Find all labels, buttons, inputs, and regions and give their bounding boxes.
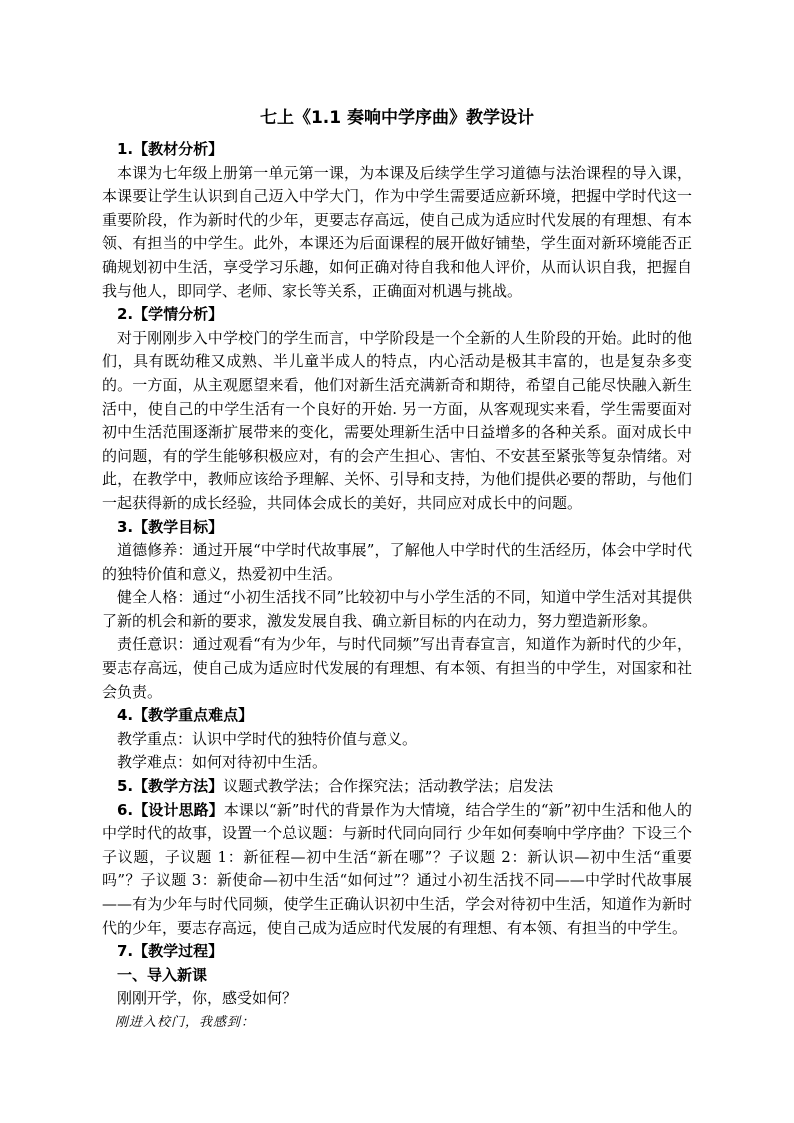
paragraph-intro-response: 刚进入校门，我感到： [115, 1014, 256, 1030]
section-heading-key-points: 4.【教学重点难点】 [117, 706, 254, 725]
paragraph-student-analysis: 对于刚刚步入中学校门的学生而言，中学阶段是一个全新的人生阶段的开始。此时的他们，具有既幼稚又成熟、半儿童半成人的特点，内心活动是极其丰富的，也是复杂多变的。一方面，从主观愿望来看，他们对新生活充满新奇和期待，希望自己能尽快融入新生活中，使自己的中学生活有一个良好的开始. 另一方面，从客观现实来看，学生需要面对初中生活范围逐渐扩展带来的变化，需要处理新生活中日益增多的各种关系。面对成长中的问题，有的学生能够积极应对，有的会产生担心、害怕、不安甚至紧张等复杂情绪。对此，在教学中，教师应该给予理解、关怀、引导和支持，为他们提供必要的帮助，与他们一起获得新的成长经验，共同体会成长的美好，共同应对成长中的问题。 [102, 328, 692, 512]
section-heading-teaching-methods: 5.【教学方法】议题式教学法；合作探究法；活动教学法；启发法 [117, 777, 554, 796]
section-heading-design-idea: 6.【设计思路】本课以“新”时代的背景作为大情境，结合学生的“新”初中生活和他人的中学时代的故事，设置一个总议题：与新时代同向同行 少年如何奏响中学序曲？下设三个子议题，子议题 1：新征程—初中生活“新在哪”？子议题 2：新认识—初中生活“重要吗”？子议题 3：新使命—初中生活“如何过”？通过小初生活找不同——中学时代故事展——有为少年与时代同频，使学生正确认识初中生活，学会对待初中生活，知道作为新时代的少年，要志存高远，使自己成为适应时代发展的有理想、有本领、有担当的中学生。 [102, 800, 692, 937]
document-body [102, 138, 692, 1035]
design-idea-text: 本课以“新”时代的背景作为大情境，结合学生的“新”初中生活和他人的中学时代的故事，设置一个总议题：与新时代同向同行 少年如何奏响中学序曲？下设三个子议题，子议题 1：新征程—初中生活“新在哪”？子议题 2：新认识—初中生活“重要吗”？子议题 3：新使命—初中生活“如何过”？通过小初生活找不同——中学时代故事展——有为少年与时代同频，使学生正确认识初中生活，学会对待初中生活，知道作为新时代的少年，要志存高远，使自己成为适应时代发展的有理想、有本领、有担当的中学生。 [102, 800, 692, 937]
paragraph-key-point: 教学重点：认识中学时代的独特价值与意义。 [117, 729, 418, 748]
document-title: 七上《1.1 奏响中学序曲》教学设计 [259, 108, 535, 128]
paragraph-textbook-analysis: 本课为七年级上册第一单元第一课，为本课及后续学生学习道德与法治课程的导入课，本课要让学生认识到自己迈入中学大门，作为中学生需要适应新环境，把握中学时代这一重要阶段，作为新时代的少年，更要志存高远，使自己成为适应时代发展的有理想、有本领、有担当的中学生。此外，本课还为后面课程的展开做好铺垫，学生面对新环境能否正确规划初中生活，享受学习乐趣，如何正确对待自我和他人评价，从而认识自我，把握自我与他人，即同学、老师、家长等关系，正确面对机遇与挑战。 [102, 163, 692, 300]
section-heading-teaching-goals: 3.【教学目标】 [117, 517, 224, 536]
paragraph-goal-responsibility: 责任意识：通过观看“有为少年，与时代同频”写出青春宣言，知道作为新时代的少年，要志存高远，使自己成为适应时代发展的有理想、有本领、有担当的中学生，对国家和社会负责。 [102, 635, 692, 701]
section-heading-teaching-process: 7.【教学过程】 [117, 942, 224, 961]
paragraph-goal-personality: 健全人格：通过“小初生活找不同”比较初中与小学生活的不同，知道中学生活对其提供了新的机会和新的要求，激发发展自我、确立新目标的内在动力，努力塑造新形象。 [102, 588, 692, 630]
teaching-methods-text: 议题式教学法；合作探究法；活动教学法；启发法 [223, 777, 554, 796]
paragraph-intro-question: 刚刚开学，你，感受如何？ [117, 989, 298, 1008]
section-heading-textbook-analysis: 1.【教材分析】 [117, 140, 224, 158]
section-heading-student-analysis: 2.【学情分析】 [117, 305, 224, 324]
subheading-lesson-intro: 一、导入新课 [117, 965, 208, 984]
paragraph-goal-morality: 道德修养：通过开展“中学时代故事展”，了解他人中学时代的生活经历，体会中学时代的独特价值和意义，热爱初中生活。 [102, 541, 692, 583]
paragraph-difficult-point: 教学难点：如何对待初中生活。 [117, 753, 328, 772]
